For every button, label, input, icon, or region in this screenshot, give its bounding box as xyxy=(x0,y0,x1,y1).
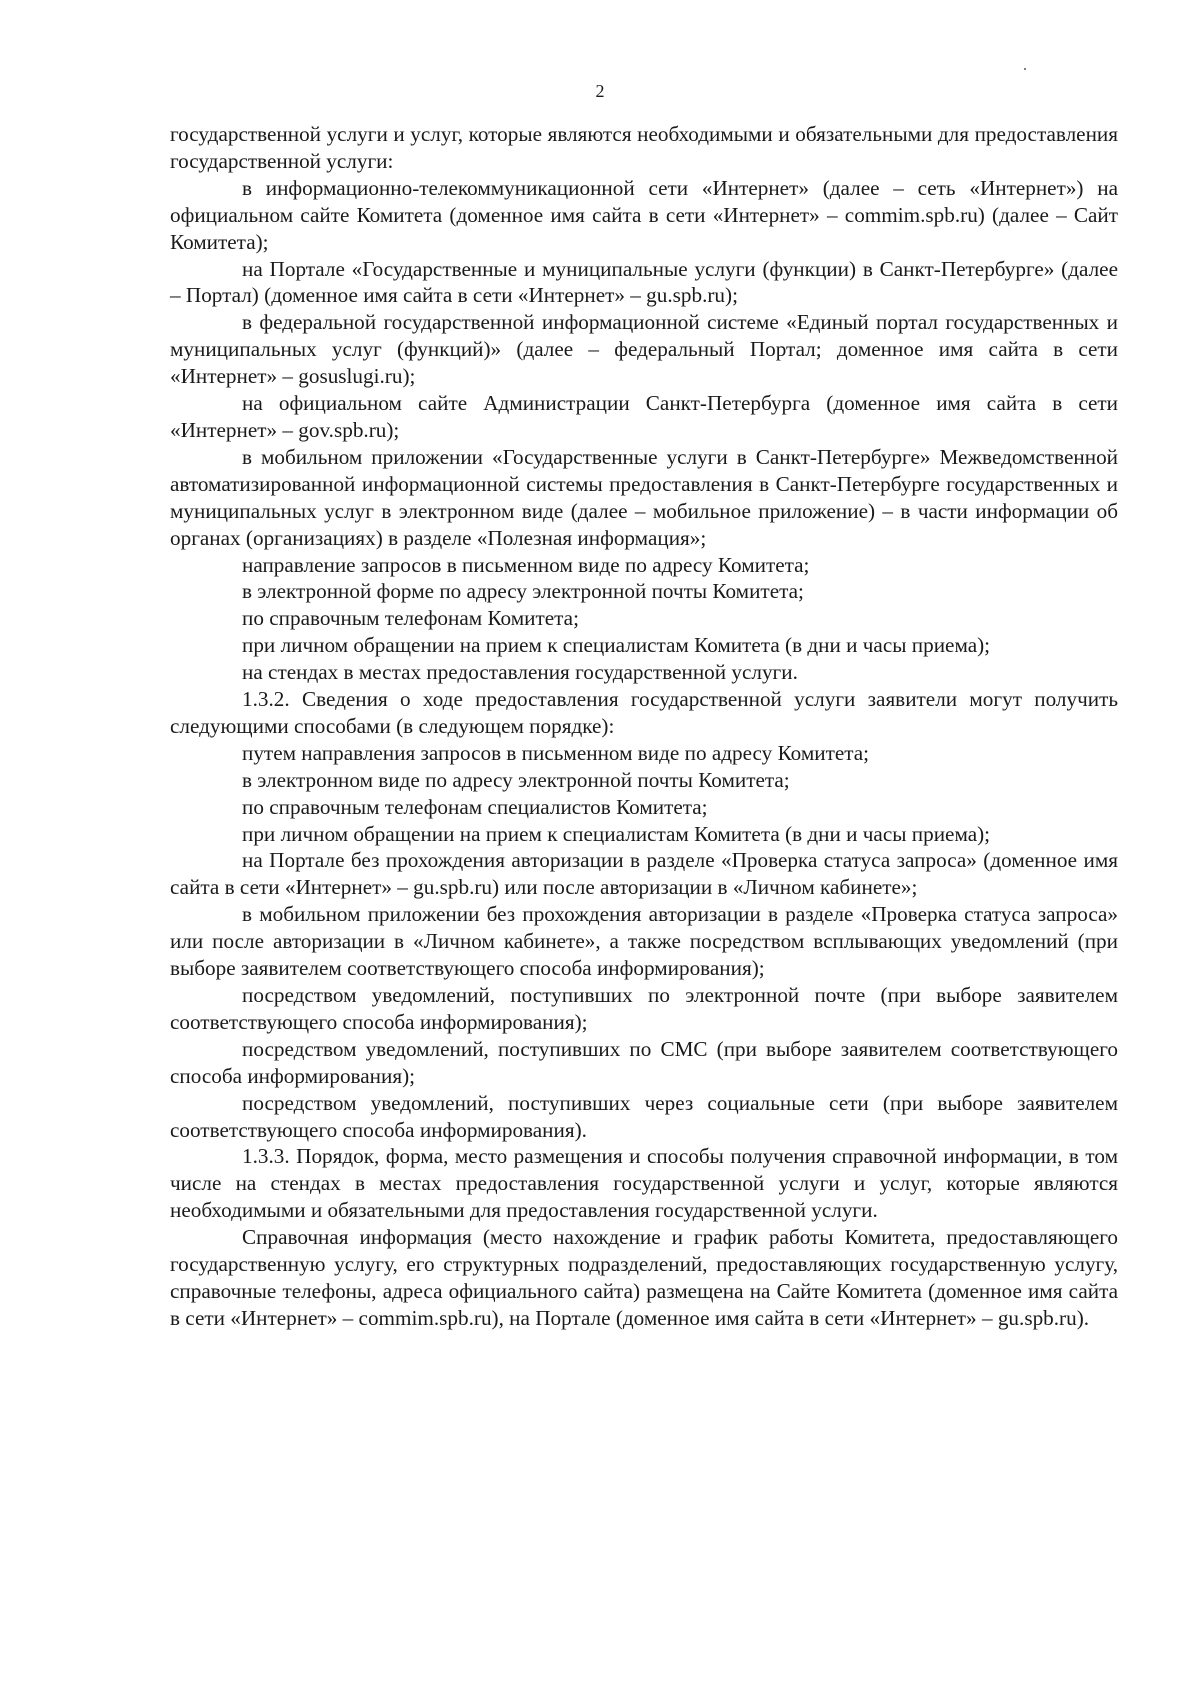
document-body xyxy=(170,121,1118,1332)
paragraph-portal-status: на Портале без прохождения авторизации в разделе «Проверка статуса запроса» (доменное имя сайта в сети «Интернет» – gu.spb.ru) или после авторизации в «Личном кабинете»; xyxy=(170,848,1118,900)
paragraph-phones: по справочным телефонам Комитета; xyxy=(242,606,579,631)
paragraph-portal: на Портале «Государственные и муниципальные услуги (функции) в Санкт-Петербурге» (далее – Портал) (доменное имя сайта в сети «Интернет» – gu.spb.ru); xyxy=(170,256,1118,308)
paragraph-section-1-3-2: 1.3.2. Сведения о ходе предоставления государственной услуги заявители могут получить следующими способами (в следующем порядке): xyxy=(170,687,1118,738)
paragraph-email-2: в электронном виде по адресу электронной почты Комитета; xyxy=(242,767,790,792)
page-number: 2 xyxy=(595,81,605,101)
paragraph-section-1-3-3: 1.3.3. Порядок, форма, место размещения и способы получения справочной информации, в том числе на стендах в местах предоставления государственной услуги и услуг, которые являются необходимыми и обязательными для предоставления государственной услуги. xyxy=(170,1144,1118,1223)
paragraph-administration-site: на официальном сайте Администрации Санкт-Петербурга (доменное имя сайта в сети «Интернет» – gov.spb.ru); xyxy=(170,391,1118,442)
paragraph-social-notifications: посредством уведомлений, поступивших через социальные сети (при выборе заявителем соответствующего способа информирования). xyxy=(170,1090,1118,1142)
paragraph-sms-notifications: посредством уведомлений, поступивших по СМС (при выборе заявителем соответствующего способа информирования); xyxy=(170,1036,1118,1088)
paragraph-written-requests: направление запросов в письменном виде по адресу Комитета; xyxy=(242,552,810,577)
paragraph-written-requests-2: путем направления запросов в письменном виде по адресу Комитета; xyxy=(242,740,870,765)
paragraph-federal-portal: в федеральной государственной информационной системе «Единый портал государственных и муниципальных услуг (функций)» (далее – федеральный Портал; доменное имя сайта в сети «Интернет» – gosuslugi.ru); xyxy=(170,310,1118,389)
paragraph-phones-2: по справочным телефонам специалистов Комитета; xyxy=(242,794,708,819)
paragraph-reference-info: Справочная информация (место нахождение и график работы Комитета, предоставляющего государственную услугу, его структурных подразделений, предоставляющих государственную услугу, справочные телефоны, адреса официального сайта) размещена на Сайте Комитета (доменное имя сайта в сети «Интернет» – commim.spb.ru), на Портале (доменное имя сайта в сети «Интернет» – gu.spb.ru). xyxy=(170,1225,1118,1330)
paragraph-mobile-status: в мобильном приложении без прохождения авторизации в разделе «Проверка статуса запроса» или после авторизации в «Личном кабинете», а также посредством всплывающих уведомлений (при выборе заявителем соответствующего способа информирования); xyxy=(170,902,1118,981)
paragraph-email: в электронной форме по адресу электронной почты Комитета; xyxy=(242,579,804,604)
paragraph-personal-visit: при личном обращении на прием к специалистам Комитета (в дни и часы приема); xyxy=(242,633,991,658)
paragraph-mobile-app: в мобильном приложении «Государственные услуги в Санкт-Петербурге» Межведомственной автоматизированной информационной системы предоставления в Санкт-Петербурге государственных и муниципальных услуг в электронном виде (далее – мобильное приложение) – в части информации об органах (организациях) в разделе «Полезная информация»; xyxy=(170,444,1118,550)
scan-speck xyxy=(1024,68,1026,70)
paragraph-continuation: государственной услуги и услуг, которые являются необходимыми и обязательными для предоставления государственной услуги: xyxy=(170,122,1118,173)
paragraph-email-notifications: посредством уведомлений, поступивших по электронной почте (при выборе заявителем соответствующего способа информирования); xyxy=(170,983,1118,1034)
paragraph-personal-visit-2: при личном обращении на прием к специалистам Комитета (в дни и часы приема); xyxy=(242,821,991,846)
paragraph-site-committee: в информационно-телекоммуникационной сети «Интернет» (далее – сеть «Интернет») на официальном сайте Комитета (доменное имя сайта в сети «Интернет» – commim.spb.ru) (далее – Сайт Комитета); xyxy=(170,175,1118,254)
paragraph-stands: на стендах в местах предоставления государственной услуги. xyxy=(242,660,798,685)
